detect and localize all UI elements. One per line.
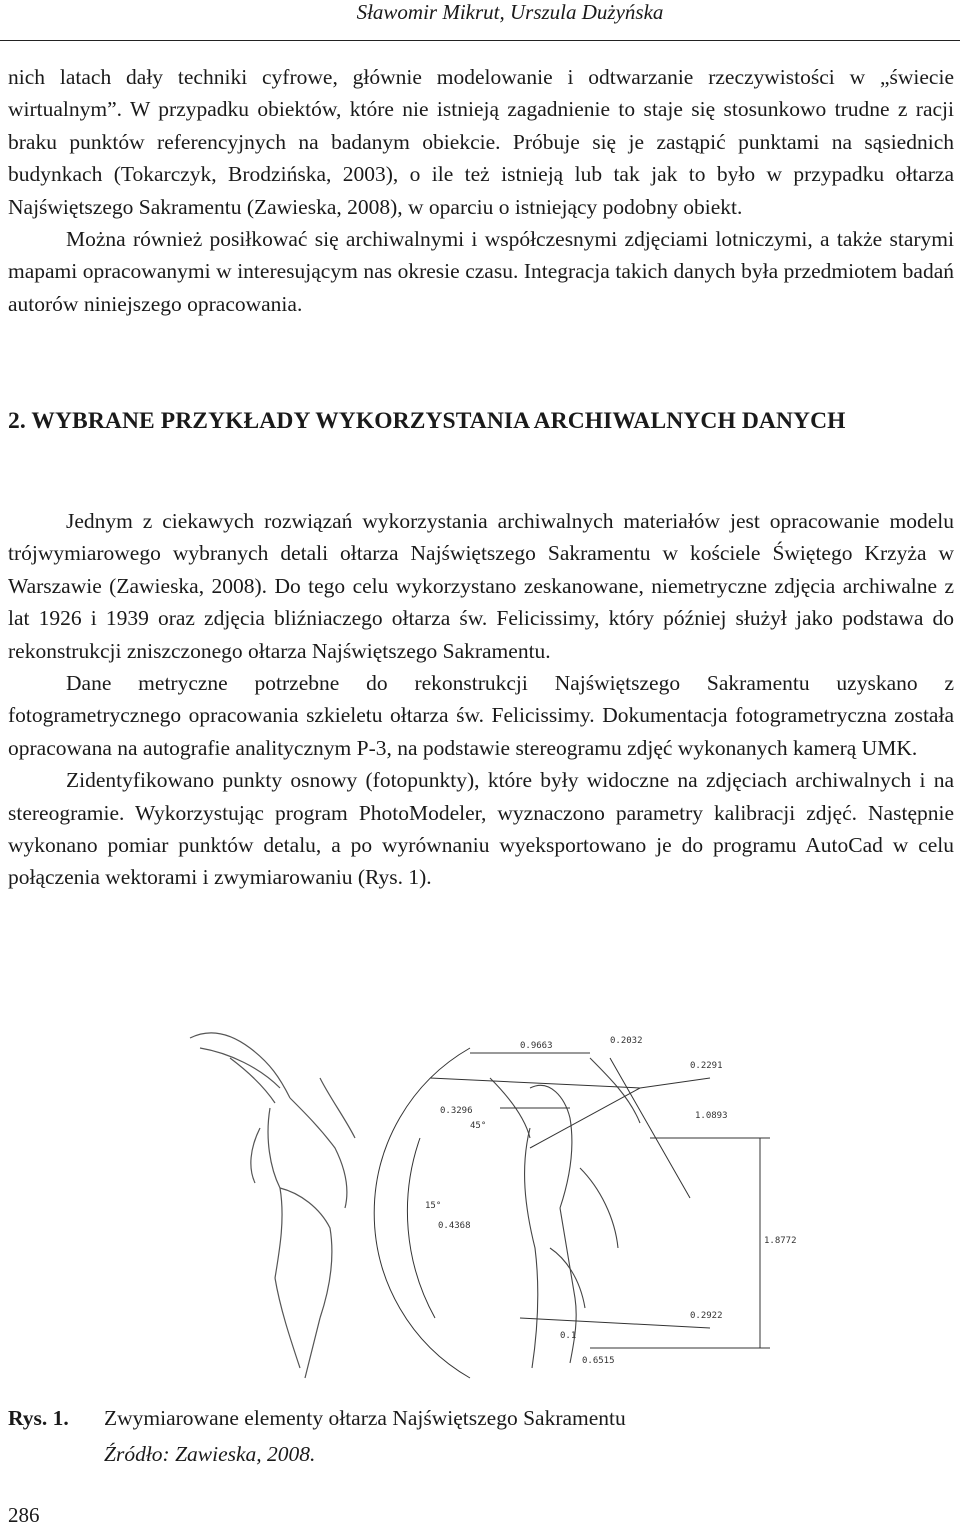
dimension-label: 1.8772 — [764, 1236, 797, 1246]
running-head — [0, 0, 960, 41]
caption-source: Źródło: Zawieska, 2008. — [104, 1442, 316, 1466]
dimension-label: 0.4368 — [438, 1221, 471, 1231]
caption-label: Rys. 1. — [8, 1406, 69, 1430]
dimension-lines — [430, 1053, 770, 1348]
dimension-label: 0.2032 — [610, 1036, 643, 1046]
caption-text: Zwymiarowane elementy ołtarza Najświętszego Sakramentu — [104, 1406, 626, 1430]
dimension-label: 0.3296 — [440, 1106, 473, 1116]
angel-sketch-right — [490, 1058, 640, 1368]
angel-sketch-left — [190, 1033, 355, 1378]
dimension-label: 0.2922 — [690, 1311, 723, 1321]
dimension-label: 0.6515 — [582, 1356, 615, 1366]
dimension-label: 15° — [425, 1201, 442, 1211]
section-heading: 2. WYBRANE PRZYKŁADY WYKORZYSTANIA ARCHIWALNYCH DANYCH — [8, 408, 846, 434]
dimension-label: 1.0893 — [695, 1111, 728, 1121]
figure-dimensioned-altar — [170, 1018, 797, 1388]
paragraph: Dane metryczne potrzebne do rekonstrukcji Najświętszego Sakramentu uzyskano z fotogrametrycznego opracowania szkieletu ołtarza św. Felicissimy. Dokumentacja fotogrametryczna została opracowana na autografie analitycznym P-3, na podstawie stereogramu zdjęć wykonanych kamerą UMK. — [8, 671, 954, 760]
paragraph: nich latach dały techniki cyfrowe, głównie modelowanie i odtwarzanie rzeczywistości w „świecie wirtualnym”. W przypadku obiektów, które nie istnieją zagadnienie to staje się stosunkowo trudne z racji braku punktów referencyjnych na badanym obiekcie. Próbuje się je zastąpić punktami na sąsiednich budynkach (Tokarczyk, Brodzińska, 2003), o ile też istnieją lub tak jak to było w przypadku ołtarza Najświętszego Sakramentu (Zawieska, 2008), w oparciu o istniejący podobny obiekt. — [8, 65, 954, 219]
paragraph: Można również posiłkować się archiwalnymi i współczesnymi zdjęciami lotniczymi, a także starymi mapami opracowanymi w interesującym nas okresie czasu. Integracja takich danych była przedmiotem badań autorów niniejszego opracowania. — [8, 227, 954, 316]
figure-caption — [8, 1402, 948, 1466]
dimension-label: 45° — [470, 1121, 487, 1131]
section-text — [8, 505, 954, 894]
figure-drawing — [170, 1018, 797, 1388]
paragraph: Jednym z ciekawych rozwiązań wykorzystania archiwalnych materiałów jest opracowanie modelu trójwymiarowego wybranych detali ołtarza Najświętszego Sakramentu w kościele Świętego Krzyża w Warszawie (Zawieska, 2008). Do tego celu wykorzystano zeskanowane, niemetryczne zdjęcia archiwalne z lat 1926 i 1939 oraz zdjęcia bliźniaczego ołtarza św. Felicissimy, który później służył jako podstawa do rekonstrukcji zniszczonego ołtarza Najświętszego Sakramentu. — [8, 509, 954, 663]
paragraph: Zidentyfikowano punkty osnowy (fotopunkty), które były widoczne na zdjęciach archiwalnych i na stereogramie. Wykorzystując program PhotoModeler, wyznaczono parametry kalibracji zdjęć. Następnie wykonano pomiar punktów detalu, a po wyrównaniu wyeksportowano je do programu AutoCad w celu połączenia wektorami i zwymiarowaniu (Rys. 1). — [8, 768, 954, 890]
dimension-arc — [374, 1048, 470, 1378]
running-head-authors: Sławomir Mikrut, Urszula Dużyńska — [356, 0, 664, 24]
intro-text — [8, 61, 954, 320]
dimension-label: 0.2291 — [690, 1061, 723, 1071]
dimension-label: 0.1 — [560, 1331, 577, 1341]
dimension-label: 0.9663 — [520, 1041, 553, 1051]
page-number: 286 — [8, 1503, 40, 1527]
dimension-labels — [425, 1036, 797, 1366]
